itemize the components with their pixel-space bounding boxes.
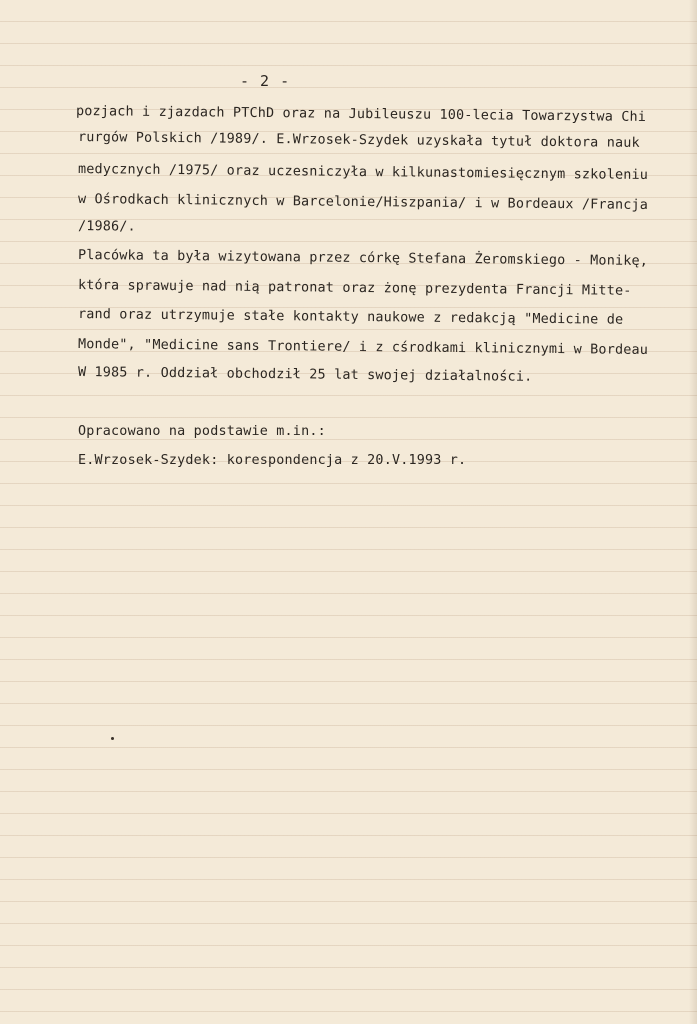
text-line: rand oraz utrzymuje stałe kontakty naukowe z redakcją "Medicine de	[77, 307, 624, 328]
text-line: która sprawuje nad nią patronat oraz żonę prezydenta Francji Mitte-	[77, 278, 632, 299]
text-line: Monde", "Medicine sans Trontiere/ i z cśrodkami klinicznymi w Bordeau	[77, 337, 649, 358]
text-line: /1986/.	[77, 219, 136, 235]
text-line: medycznych /1975/ oraz uczesniczyła w kilkunastomiesięcznym szkoleniu	[77, 162, 649, 183]
text-line: pozjach i zjazdach PTChD oraz na Jubileuszu 100-lecia Towarzystwa Chi	[75, 104, 647, 125]
page-number: - 2 -	[240, 72, 291, 90]
text-line: W 1985 r. Oddział obchodził 25 lat swojej działalności.	[77, 365, 533, 385]
text-line: Placówka ta była wizytowana przez córkę Stefana Żeromskiego - Monikę,	[77, 248, 649, 269]
sources-intro: Opracowano na podstawie m.in.:	[78, 424, 326, 439]
sources-reference: E.Wrzosek-Szydek: korespondencja z 20.V.1993 r.	[78, 453, 467, 468]
text-line: w Ośrodkach klinicznych w Barcelonie/Hiszpania/ i w Bordeaux /Francja	[77, 192, 649, 213]
ink-dot	[111, 737, 114, 740]
text-line: rurgów Polskich /1989/. E.Wrzosek-Szydek uzyskała tytuł doktora nauk	[77, 130, 640, 151]
